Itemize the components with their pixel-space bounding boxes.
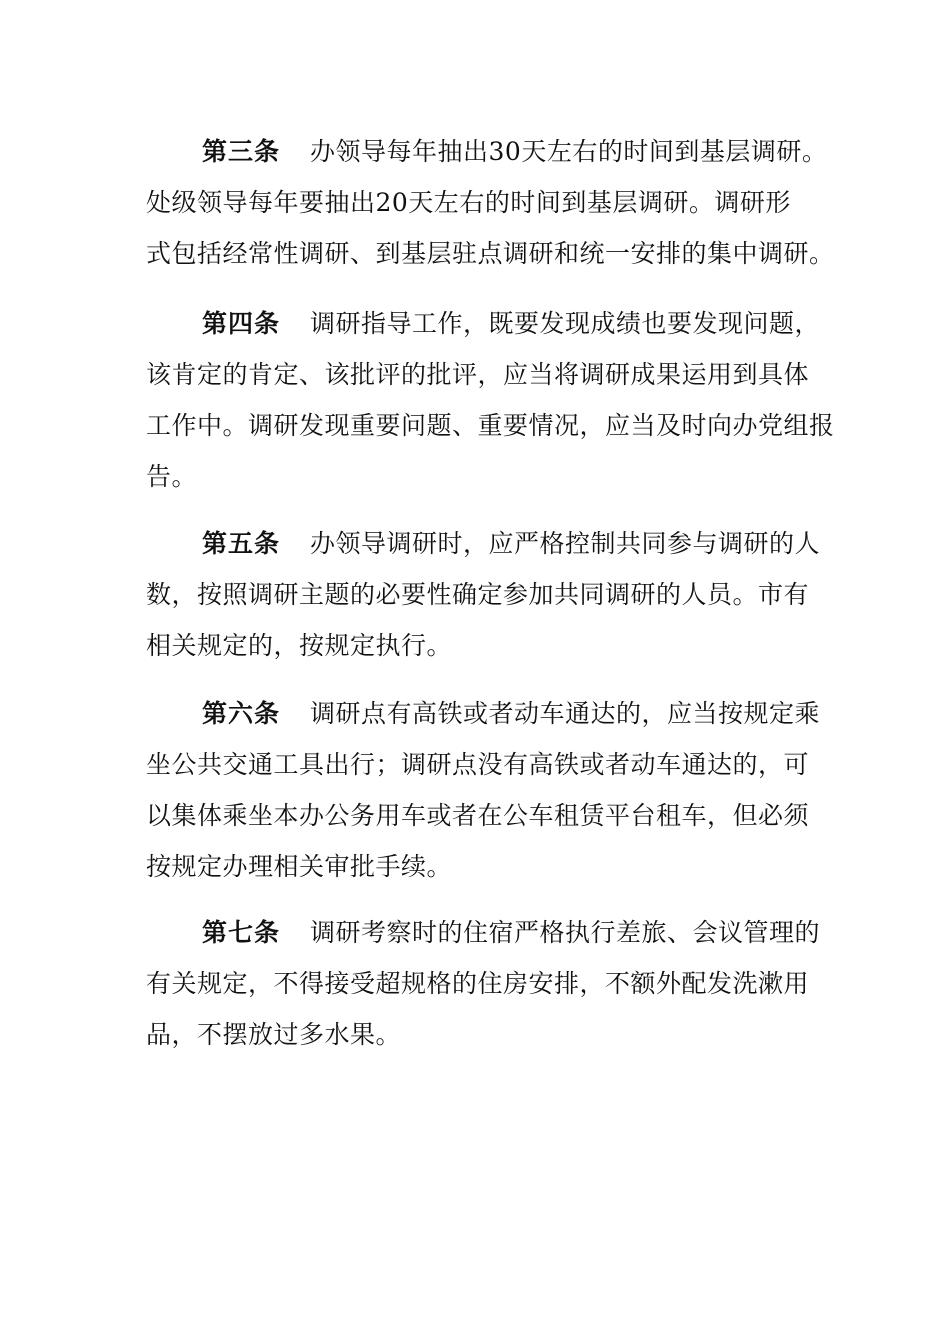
article-line: 按规定办理相关审批手续。 <box>146 852 453 881</box>
article-text: 办领导每年抽出30天左右的时间到基层调研。 <box>310 137 828 166</box>
article-4 <box>146 298 835 502</box>
article-line: 以集体乘坐本办公务用车或者在公车租赁平台租车，但必须 <box>146 801 810 830</box>
article-text: 调研考察时的住宿严格执行差旅、会议管理的 <box>310 918 821 947</box>
article-line: 式包括经常性调研、到基层驻点调研和统一安排的集中调研。 <box>146 239 835 268</box>
article-line <box>146 298 822 349</box>
article-line: 品，不摆放过多水果。 <box>146 1020 402 1049</box>
article-7 <box>146 907 822 1060</box>
article-line <box>146 907 822 958</box>
article-title: 第三条 <box>202 137 281 166</box>
article-6 <box>146 688 822 892</box>
article-title: 第五条 <box>202 529 281 558</box>
article-3 <box>146 126 835 279</box>
article-title: 第四条 <box>202 309 281 338</box>
article-text: 办领导调研时，应严格控制共同参与调研的人 <box>310 529 821 558</box>
article-title: 第六条 <box>202 699 281 728</box>
article-line: 坐公共交通工具出行；调研点没有高铁或者动车通达的，可 <box>146 750 810 779</box>
article-line <box>146 688 822 739</box>
article-text: 调研指导工作，既要发现成绩也要发现问题， <box>310 309 821 338</box>
article-line: 工作中。调研发现重要问题、重要情况，应当及时向办党组报 <box>146 411 835 440</box>
article-text: 调研点有高铁或者动车通达的，应当按规定乘 <box>310 699 821 728</box>
article-line: 相关规定的，按规定执行。 <box>146 631 453 660</box>
article-line: 有关规定，不得接受超规格的住房安排，不额外配发洗漱用 <box>146 969 810 998</box>
article-5 <box>146 518 822 671</box>
article-line <box>146 518 822 569</box>
article-line: 数，按照调研主题的必要性确定参加共同调研的人员。市有 <box>146 580 810 609</box>
article-line: 告。 <box>146 462 198 491</box>
article-line: 处级领导每年要抽出20天左右的时间到基层调研。调研形 <box>146 188 791 217</box>
article-line <box>146 126 828 177</box>
article-title: 第七条 <box>202 918 281 947</box>
article-line: 该肯定的肯定、该批评的批评，应当将调研成果运用到具体 <box>146 360 810 389</box>
